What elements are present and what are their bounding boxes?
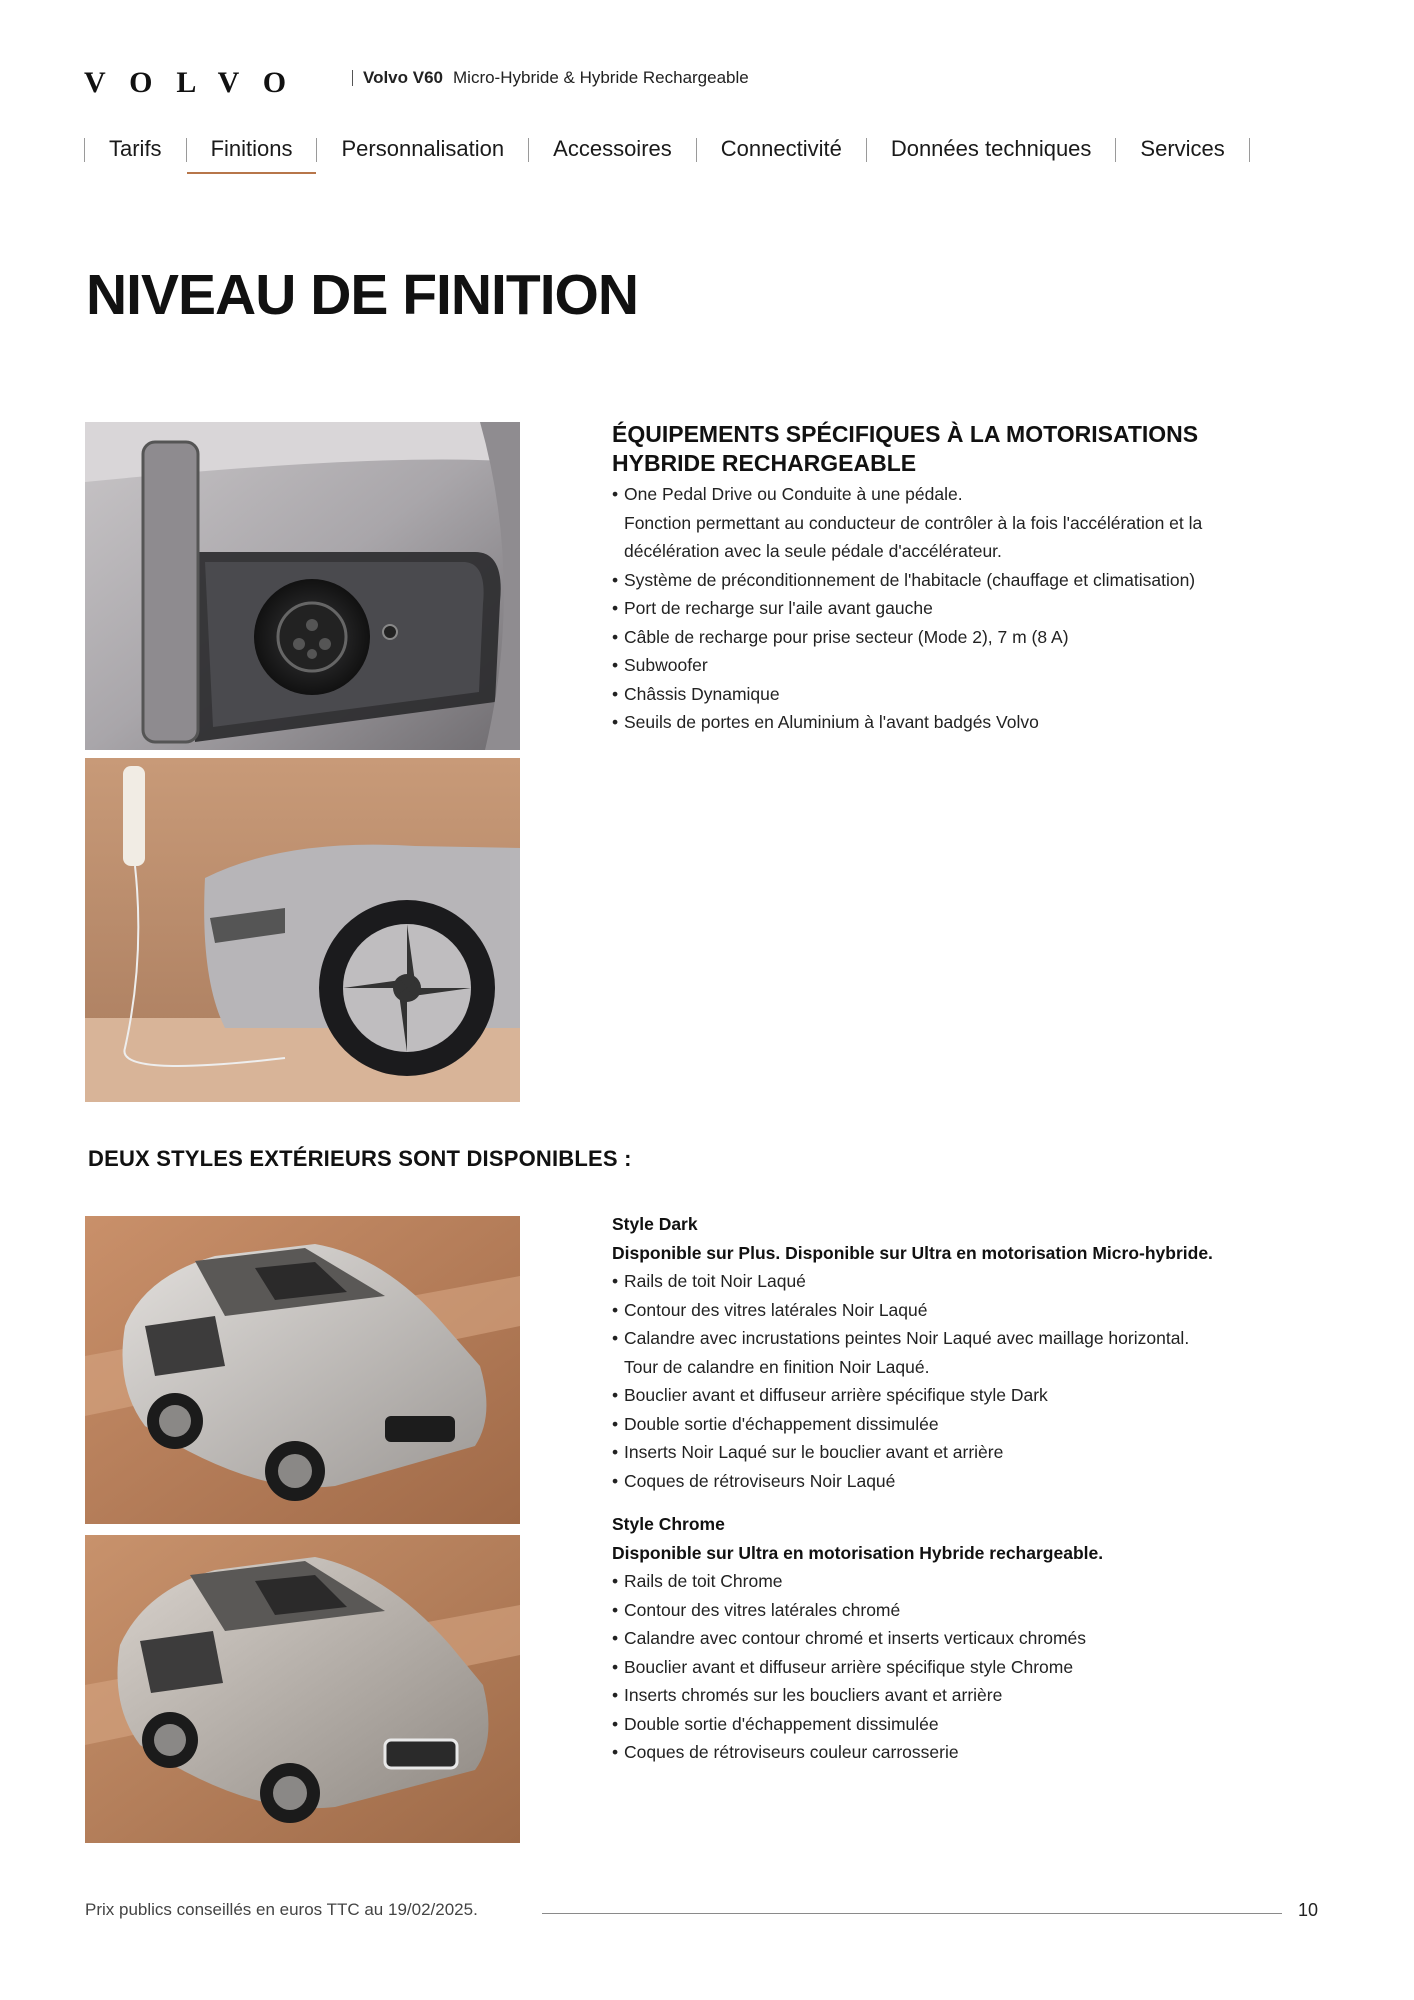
style-dark-title: Style Dark (612, 1214, 698, 1234)
list-item: • Port de recharge sur l'aile avant gauche (612, 594, 1332, 623)
list-item: • Contour des vitres latérales Noir Laqué (612, 1296, 1332, 1325)
volvo-logo: VOLVO (84, 66, 311, 99)
style-chrome-section (612, 1510, 1332, 1767)
phev-equipment-section (612, 420, 1332, 737)
divider (352, 70, 353, 86)
list-item: • Subwoofer (612, 651, 1332, 680)
list-item: • Châssis Dynamique (612, 680, 1332, 709)
phev-heading-line1: ÉQUIPEMENTS SPÉCIFIQUES À LA MOTORISATIONS (612, 421, 1199, 447)
list-item-text: One Pedal Drive ou Conduite à une pédale. (624, 484, 963, 504)
list-item: • Seuils de portes en Aluminium à l'avant badgés Volvo (612, 708, 1332, 737)
tab-connectivite[interactable]: Connectivité (720, 136, 842, 161)
list-item-continuation: Tour de calandre en finition Noir Laqué. (624, 1356, 930, 1377)
style-dark-availability: Disponible sur Plus. Disponible sur Ultra en motorisation Micro-hybride. (612, 1242, 1213, 1263)
list-item: • Rails de toit Chrome (612, 1567, 1332, 1596)
list-item: • Coques de rétroviseurs Noir Laqué (612, 1467, 1332, 1496)
tab-donnees-techniques[interactable]: Données techniques (890, 136, 1092, 161)
list-item: • Câble de recharge pour prise secteur (Mode 2), 7 m (8 A) (612, 623, 1332, 652)
charging-port-photo (85, 422, 520, 750)
tab-accessoires[interactable]: Accessoires (553, 136, 672, 161)
list-item: • Inserts chromés sur les boucliers avant et arrière (612, 1681, 1332, 1710)
list-item: • Coques de rétroviseurs couleur carrosserie (612, 1738, 1332, 1767)
list-item-continuation: décélération avec la seule pédale d'accélérateur. (624, 541, 1002, 561)
tab-services[interactable]: Services (1140, 136, 1225, 161)
nav-separator (1249, 138, 1250, 162)
style-dark-list (612, 1267, 1332, 1495)
style-chrome-availability: Disponible sur Ultra en motorisation Hybride rechargeable. (612, 1542, 1104, 1563)
model-name: Volvo V60 (363, 68, 443, 87)
phev-equipment-list (612, 480, 1332, 737)
page-title: NIVEAU DE FINITION (86, 263, 639, 327)
tab-tarifs[interactable]: Tarifs (109, 136, 162, 161)
tab-finitions[interactable]: Finitions (187, 130, 317, 170)
style-dark-section (612, 1210, 1332, 1495)
list-item: • Bouclier avant et diffuseur arrière spécifique style Dark (612, 1381, 1332, 1410)
document-subtitle (352, 68, 749, 88)
phev-heading-line2: HYBRIDE RECHARGEABLE (612, 450, 917, 476)
style-dark-car-photo (85, 1216, 520, 1524)
tab-personnalisation[interactable]: Personnalisation (341, 136, 505, 161)
page-number: 10 (1298, 1900, 1319, 1920)
car-charging-photo (85, 758, 520, 1102)
powertrain-subtitle: Micro-Hybride & Hybride Rechargeable (453, 68, 749, 87)
style-chrome-car-photo (85, 1535, 520, 1843)
style-chrome-list (612, 1567, 1332, 1767)
section-nav (84, 130, 1250, 170)
list-item: • Calandre avec incrustations peintes Noir Laqué avec maillage horizontal. (612, 1324, 1332, 1353)
list-item: • Double sortie d'échappement dissimulée (612, 1410, 1332, 1439)
exterior-styles-heading: DEUX STYLES EXTÉRIEURS SONT DISPONIBLES : (88, 1146, 632, 1171)
phev-heading (612, 420, 1332, 478)
list-item-continuation: Fonction permettant au conducteur de contrôler à la fois l'accélération et la (624, 512, 1203, 533)
list-item: • Contour des vitres latérales chromé (612, 1596, 1332, 1625)
footer-divider (542, 1913, 1282, 1914)
price-note: Prix publics conseillés en euros TTC au 19/02/2025. (85, 1900, 478, 1919)
list-item: • Bouclier avant et diffuseur arrière spécifique style Chrome (612, 1653, 1332, 1682)
list-item: • Rails de toit Noir Laqué (612, 1267, 1332, 1296)
list-item: • Système de préconditionnement de l'habitacle (chauffage et climatisation) (612, 566, 1332, 595)
list-item: • Double sortie d'échappement dissimulée (612, 1710, 1332, 1739)
list-item (612, 480, 1332, 509)
list-item: • Calandre avec contour chromé et inserts verticaux chromés (612, 1624, 1332, 1653)
style-chrome-title: Style Chrome (612, 1514, 725, 1534)
list-item: • Inserts Noir Laqué sur le bouclier avant et arrière (612, 1438, 1332, 1467)
